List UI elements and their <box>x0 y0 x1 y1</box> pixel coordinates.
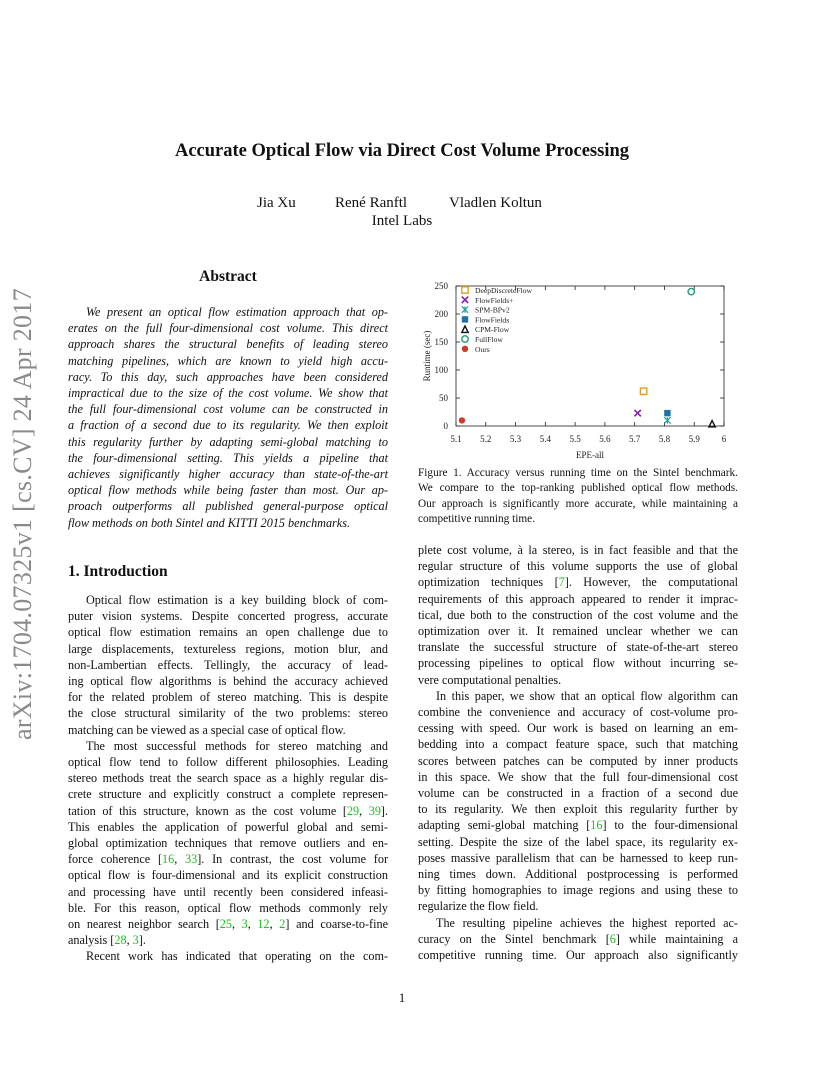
text-line: optimization over it. It remained unclear whether we can <box>418 624 738 639</box>
text-line: requirements of this approach appeared to render it imprac- <box>418 591 738 606</box>
text-line: in this space. We show that the full four-dimensional cost <box>418 769 738 784</box>
data-point <box>688 288 694 294</box>
abstract-line: this regularity further by adapting semi-global matching to <box>68 434 388 449</box>
text-line: tical, due both to the construction of the cost volume and the <box>418 607 738 622</box>
abstract-line: achieves significantly higher accuracy than state-of-the-art <box>68 467 388 482</box>
citation-link[interactable]: 29 <box>346 803 360 818</box>
legend-marker <box>462 287 468 293</box>
text-line: analysis [28, 3]. <box>68 933 146 948</box>
text-line: large displacements, textureless regions, motion blur, and <box>68 641 388 656</box>
x-tick-label: 5.6 <box>599 434 611 444</box>
abstract-line: optical flow methods while being faster than most. Our ap- <box>68 483 388 498</box>
text-line: the close structural similarity of the two problems: stereo <box>68 706 388 721</box>
author-2: René Ranftl <box>335 195 408 211</box>
abstract-line: racy. To this day, such approaches have been considered <box>68 369 388 384</box>
text-line: regularize the flow field. <box>418 899 539 914</box>
text-line: optical flow is four-dimensional and its explicit construction <box>68 868 388 883</box>
caption-line: competitive running time. <box>418 512 536 525</box>
text-line: stereo methods treat the search space as a highly regular dis- <box>68 771 388 786</box>
legend-marker <box>462 316 468 322</box>
legend-label: CPM-Flow <box>475 325 510 335</box>
citation-link[interactable]: 28 <box>114 933 127 948</box>
x-tick-label: 5.9 <box>688 434 700 444</box>
abstract-line: We present an optical flow estimation approach that op- <box>86 305 388 319</box>
right-column-body <box>418 542 738 963</box>
citation-link[interactable]: 2 <box>279 917 286 932</box>
text-line: combine the convenience and accuracy of cost-volume pro- <box>418 705 738 720</box>
text-line: setting. Despite the size of the label space, its regularity ex- <box>418 834 738 849</box>
text-line: In this paper, we show that an optical flow algorithm can <box>436 688 738 703</box>
caption-line: Figure 1. Accuracy versus running time on the Sintel benchmark. <box>418 467 738 479</box>
legend-marker <box>462 306 468 312</box>
abstract-line: the four-dimensional setting. This yields a pipeline that <box>68 450 388 465</box>
text-line: Recent work has indicated that operating on the com- <box>86 949 388 964</box>
text-line: The most successful methods for stereo matching and <box>86 738 388 753</box>
text-line: ble. For this reason, optical flow methods commonly rely <box>68 900 388 915</box>
section-heading-introduction: 1. Introduction <box>68 563 168 580</box>
runtime-vs-epe-chart <box>418 278 748 464</box>
text-line: ing optical flow algorithms is behind the accuracy achieved <box>68 674 388 689</box>
arxiv-stamp: arXiv:1704.07325v1 [cs.CV] 24 Apr 2017 <box>8 288 37 740</box>
abstract-line: impractical due to the size of the cost volume. We show that <box>68 386 388 401</box>
legend-label: SPM-BPv2 <box>475 305 510 315</box>
text-line: ning times down. Additional postprocessing is performed <box>418 867 738 882</box>
text-line: crete structure and explicitly construct a complete represen- <box>68 787 388 802</box>
citation-link[interactable]: 6 <box>609 931 616 946</box>
author-1: Jia Xu <box>257 195 296 211</box>
x-tick-label: 5.1 <box>450 434 462 444</box>
citation-link[interactable]: 16 <box>590 818 603 833</box>
chart-axes <box>422 281 727 460</box>
text-line: bedding into a compact feature space, such that matching <box>418 737 738 752</box>
legend-label: DeepDiscreteFlow <box>475 286 532 295</box>
abstract-line: the full four-dimensional cost volume can be constructed in <box>68 402 388 417</box>
text-line: volume can be constructed in a fraction of a second due <box>418 786 738 801</box>
citation-link[interactable]: 12 <box>257 917 270 932</box>
text-line: tation of this structure, known as the cost volume [29, 39]. <box>68 803 389 818</box>
legend-label: FullFlow <box>475 335 503 344</box>
caption-line: We compare to the top-ranking published optical flow methods. <box>418 482 738 495</box>
legend-label: FlowFields <box>475 315 510 325</box>
y-axis-label: Runtime (sec) <box>422 330 432 382</box>
legend-label: Ours <box>475 344 490 354</box>
legend-marker <box>462 336 468 342</box>
text-line: for the related problem of stereo matching. This is despite <box>68 690 388 705</box>
text-line: translate the successful structure of state-of-the-art stereo <box>418 640 738 655</box>
data-point <box>640 388 646 394</box>
chart-legend <box>462 286 533 354</box>
author-3: Vladlen Koltun <box>449 195 542 211</box>
abstract-line: a fraction of a second due to its regularity. We then exploit <box>68 418 388 433</box>
x-tick-label: 6 <box>721 434 727 444</box>
legend-marker <box>462 326 468 332</box>
text-line: by fitting homographies to image regions and using these to <box>418 883 738 898</box>
abstract-body <box>68 304 388 531</box>
x-tick-label: 5.5 <box>569 434 581 444</box>
text-line: and processing have until recently been considered infeasi- <box>68 884 388 899</box>
text-line: vere computational penalties. <box>418 672 562 687</box>
citation-link[interactable]: 25 <box>219 917 232 932</box>
abstract-line: erates on the full four-dimensional cost volume. This direct <box>68 321 388 336</box>
x-tick-label: 5.7 <box>629 434 641 444</box>
x-axis-label: EPE-all <box>576 450 604 460</box>
data-point <box>459 417 465 423</box>
citation-link[interactable]: 39 <box>368 803 381 818</box>
data-point <box>664 410 670 416</box>
text-line: puter vision systems. Despite concerted progress, accurate <box>68 609 388 624</box>
x-tick-label: 5.3 <box>509 434 522 444</box>
legend-marker <box>462 297 468 303</box>
text-line: scores between patches can be computed by inner products <box>418 753 738 768</box>
text-line: matching can be viewed as a special case of optical flow. <box>68 722 346 737</box>
text-line: The resulting pipeline achieves the highest reported ac- <box>436 915 738 930</box>
abstract-line: approach shares the structural benefits of leading stereo <box>68 337 388 352</box>
text-line: non-Lambertian effects. Tellingly, the accuracy of lead- <box>68 657 388 672</box>
citation-link[interactable]: 7 <box>558 575 565 590</box>
text-line: competitive running time. Our approach also significantly <box>418 948 738 963</box>
text-line: Optical flow estimation is a key building block of com- <box>86 593 388 607</box>
text-line: plete cost volume, à la stereo, is in fact feasible and that the <box>418 543 738 557</box>
abstract-heading: Abstract <box>199 268 257 285</box>
paper-title: Accurate Optical Flow via Direct Cost Volume Processing <box>174 141 630 161</box>
text-line: processing pipelines to optical flow without incurring se- <box>418 656 738 671</box>
text-line: optical flow tend to follow different philosophies. Leading <box>68 755 388 770</box>
text-line: regular structure of this volume supports the use of global <box>418 559 738 574</box>
x-tick-label: 5.8 <box>658 434 671 444</box>
figure-caption <box>418 466 738 527</box>
page-number: 1 <box>398 990 406 1005</box>
text-line: curacy on the Sintel benchmark [6] while maintaining a <box>418 931 738 946</box>
text-line: optical flow estimation remains an open challenge due to <box>68 625 388 640</box>
y-tick-label: 250 <box>434 281 448 291</box>
text-line: force coherence [16, 33]. In contrast, the cost volume for <box>68 852 389 867</box>
citation-link[interactable]: 3 <box>132 933 139 948</box>
citation-link[interactable]: 16 <box>162 852 175 867</box>
text-line: global optimization techniques that remove outliers and en- <box>68 836 388 851</box>
y-tick-label: 200 <box>434 309 448 319</box>
caption-line: Our approach is significantly more accurate, while maintaining a <box>418 497 738 510</box>
text-line: cessing with speed. Our work is based on learning an em- <box>418 721 738 736</box>
affiliation: Intel Labs <box>371 213 433 229</box>
x-tick-label: 5.2 <box>480 434 492 444</box>
y-tick-label: 0 <box>443 421 448 431</box>
legend-marker <box>462 346 468 352</box>
y-tick-label: 150 <box>434 337 448 347</box>
left-column-body <box>68 592 388 965</box>
abstract-line: matching pipelines, which are known to yield high accu- <box>68 353 388 368</box>
text-line: optimization techniques [7]. However, the computational <box>418 575 738 590</box>
text-line: on nearest neighbor search [25, 3, 12, 2] and coarse-to-fine <box>68 917 388 932</box>
text-line: poses massive parallelism that can be harnessed to keep run- <box>418 850 738 865</box>
legend-label: FlowFields+ <box>475 295 514 305</box>
citation-link[interactable]: 3 <box>241 917 248 932</box>
text-line: to its regularity. We then exploit this regularity further by <box>418 802 738 817</box>
y-tick-label: 50 <box>439 393 448 403</box>
y-tick-label: 100 <box>434 365 448 375</box>
data-point <box>634 410 640 416</box>
abstract-line: flow methods on both Sintel and KITTI 2015 benchmarks. <box>68 515 350 530</box>
text-line: This enables the application of powerful global and semi- <box>68 819 388 834</box>
x-tick-label: 5.4 <box>539 434 551 444</box>
citation-link[interactable]: 33 <box>185 852 198 867</box>
abstract-line: proach outperforms all published general-purpose optical <box>68 499 388 514</box>
data-point <box>664 417 670 423</box>
text-line: adapting semi-global matching [16] to the four-dimensional <box>418 818 738 833</box>
